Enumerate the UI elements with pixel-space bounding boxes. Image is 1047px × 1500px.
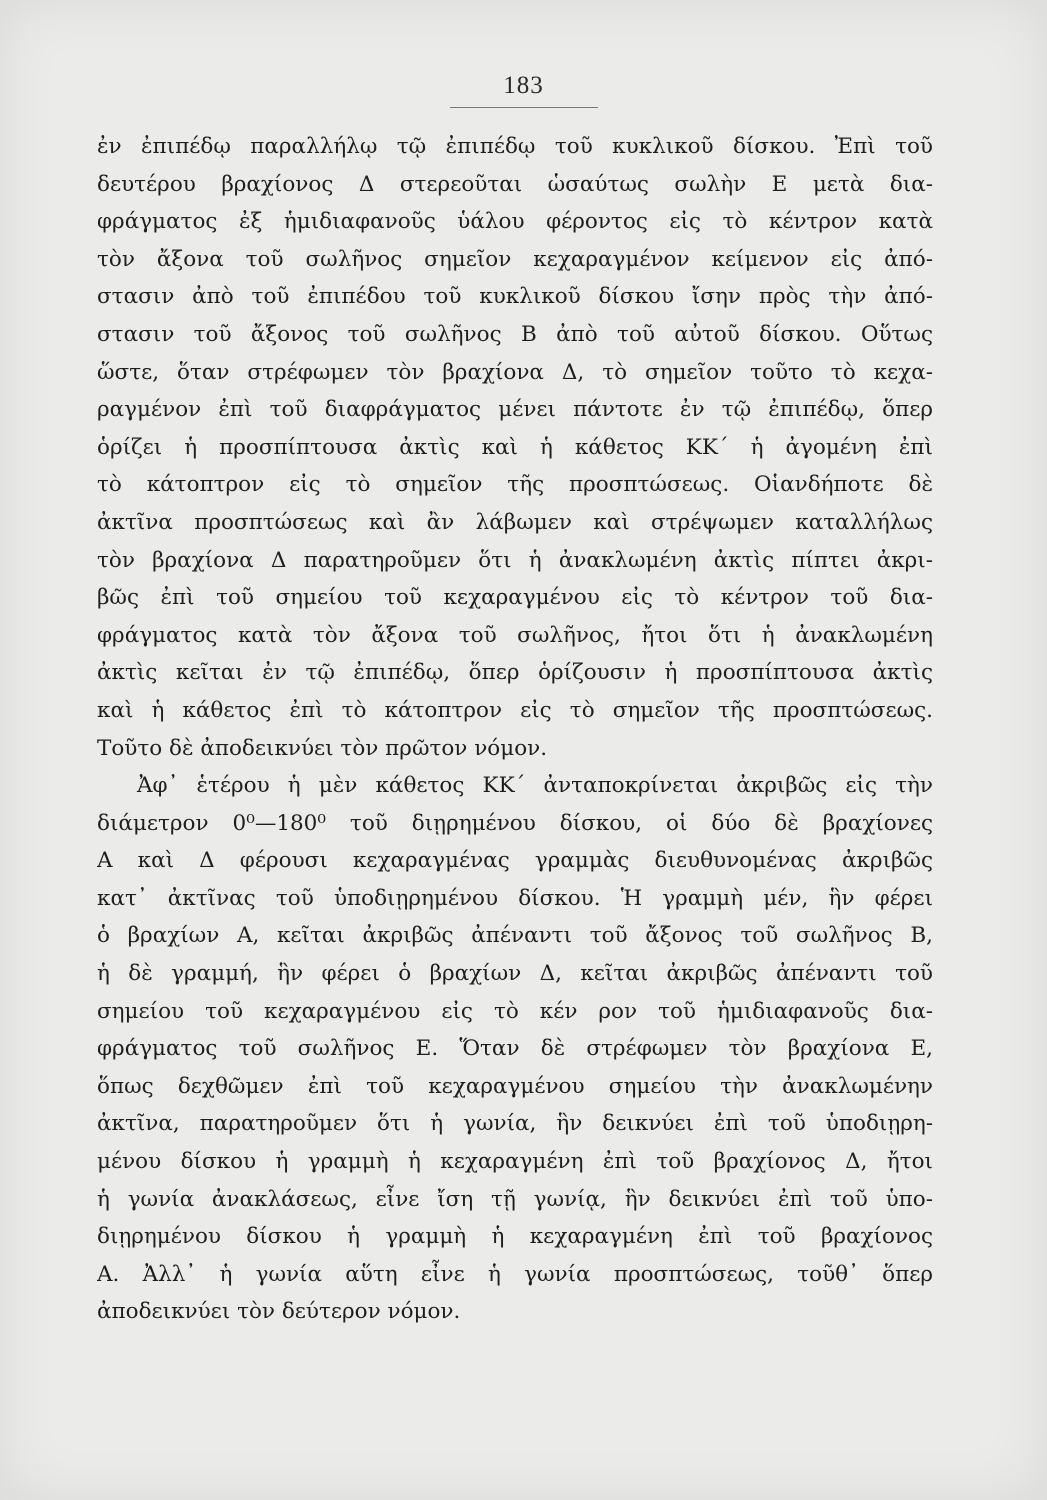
text-line: ἡ δὲ γραμμή, ἣν φέρει ὁ βραχίων Δ, κεῖται ἀκριβῶς ἀπέναντι τοῦ <box>97 961 933 987</box>
paragraph-2 <box>97 767 933 1331</box>
text-line: διάμετρον 0⁰—180⁰ τοῦ διῃρημένου δίσκου, οἱ δύο δὲ βραχίονες <box>97 810 933 836</box>
text-line: φράγματος τοῦ σωλῆνος Ε. Ὅταν δὲ στρέφωμεν τὸν βραχίονα Ε, <box>97 1036 933 1062</box>
text-line: ὅπως δεχθῶμεν ἐπὶ τοῦ κεχαραγμένου σημείου τὴν ἀνακλωμένην <box>97 1073 933 1099</box>
text-line: Α καὶ Δ φέρουσι κεχαραγμένας γραμμὰς διευθυνομένας ἀκριβῶς <box>97 848 933 874</box>
paragraph-1 <box>97 128 933 767</box>
body-text <box>97 128 933 1331</box>
text-line: καὶ ἡ κάθετος ἐπὶ τὸ κάτοπτρον εἰς τὸ σημεῖον τῆς προσπτώσεως. <box>97 697 933 723</box>
text-line: ἀκτὶς κεῖται ἐν τῷ ἐπιπέδῳ, ὅπερ ὁρίζουσιν ἡ προσπίπτουσα ἀκτὶς <box>97 660 933 686</box>
text-line: στασιν τοῦ ἄξονος τοῦ σωλῆνος Β ἀπὸ τοῦ αὐτοῦ δίσκου. Οὕτως <box>97 321 933 347</box>
text-line: βῶς ἐπὶ τοῦ σημείου τοῦ κεχαραγμένου εἰς τὸ κέντρον τοῦ δια- <box>97 585 933 611</box>
text-line: διῃρημένου δίσκου ἡ γραμμὴ ἡ κεχαραγμένη ἐπὶ τοῦ βραχίονος <box>97 1224 933 1250</box>
text-line: μένου δίσκου ἡ γραμμὴ ἡ κεχαραγμένη ἐπὶ τοῦ βραχίονος Δ, ἤτοι <box>97 1149 933 1175</box>
text-line: ὥστε, ὅταν στρέφωμεν τὸν βραχίονα Δ, τὸ σημεῖον τοῦτο τὸ κεχα- <box>97 359 933 385</box>
text-line: ἀποδεικνύει τὸν δεύτερον νόμον. <box>97 1299 461 1325</box>
text-line: Α. Ἀλλ᾿ ἡ γωνία αὕτη εἶνε ἡ γωνία προσπτώσεως, τοῦθ᾿ ὅπερ <box>97 1261 933 1287</box>
text-line: στασιν ἀπὸ τοῦ ἐπιπέδου τοῦ κυκλικοῦ δίσκου ἴσην πρὸς τὴν ἀπό- <box>97 284 933 310</box>
text-line: Ἀφ᾿ ἑτέρου ἡ μὲν κάθετος ΚΚ΄ ἀνταποκρίνεται ἀκριβῶς εἰς τὴν <box>137 773 933 799</box>
text-line: ἐν ἐπιπέδῳ παραλλήλῳ τῷ ἐπιπέδῳ τοῦ κυκλικοῦ δίσκου. Ἐπὶ τοῦ <box>97 134 933 159</box>
text-line: ραγμένον ἐπὶ τοῦ διαφράγματος μένει πάντοτε ἐν τῷ ἐπιπέδῳ, ὅπερ <box>97 397 933 423</box>
text-line: σημείου τοῦ κεχαραγμένου εἰς τὸ κέν ρον τοῦ ἡμιδιαφανοῦς δια- <box>97 998 933 1024</box>
text-line: Τοῦτο δὲ ἀποδεικνύει τὸν πρῶτον νόμον. <box>97 735 548 761</box>
text-line: φράγματος κατὰ τὸν ἄξονα τοῦ σωλῆνος, ἤτοι ὅτι ἡ ἀνακλωμένη <box>97 622 933 648</box>
text-line: τὸν ἄξονα τοῦ σωλῆνος σημεῖον κεχαραγμένον κείμενον εἰς ἀπό- <box>97 246 933 272</box>
header-rule <box>450 107 598 108</box>
text-line: φράγματος ἐξ ἡμιδιαφανοῦς ὑάλου φέροντος εἰς τὸ κέντρον κατὰ <box>97 209 933 235</box>
text-line: τὸ κάτοπτρον εἰς τὸ σημεῖον τῆς προσπτώσεως. Οἱανδήποτε δὲ <box>97 472 933 498</box>
page-number: 183 <box>503 72 544 99</box>
text-line: ὁ βραχίων Α, κεῖται ἀκριβῶς ἀπέναντι τοῦ ἄξονος τοῦ σωλῆνος Β, <box>97 923 933 949</box>
text-line: ὁρίζει ἡ προσπίπτουσα ἀκτὶς καὶ ἡ κάθετος ΚΚ΄ ἡ ἀγομένη ἐπὶ <box>97 434 933 460</box>
text-line: δευτέρου βραχίονος Δ στερεοῦται ὡσαύτως σωλὴν Ε μετὰ δια- <box>97 171 933 197</box>
text-line: ἡ γωνία ἀνακλάσεως, εἶνε ἴση τῇ γωνίᾳ, ἣν δεικνύει ἐπὶ τοῦ ὑπο- <box>97 1186 933 1212</box>
text-line: ἀκτῖνα προσπτώσεως καὶ ἂν λάβωμεν καὶ στρέψωμεν καταλλήλως <box>97 509 933 535</box>
text-line: τὸν βραχίονα Δ παρατηροῦμεν ὅτι ἡ ἀνακλωμένη ἀκτὶς πίπτει ἀκρι- <box>97 547 933 573</box>
text-line: κατ᾿ ἀκτῖνας τοῦ ὑποδιῃρημένου δίσκου. Ἡ γραμμὴ μέν, ἣν φέρει <box>97 885 933 911</box>
text-line: ἀκτῖνα, παρατηροῦμεν ὅτι ἡ γωνία, ἣν δεικνύει ἐπὶ τοῦ ὑποδιῃρη- <box>97 1111 933 1137</box>
